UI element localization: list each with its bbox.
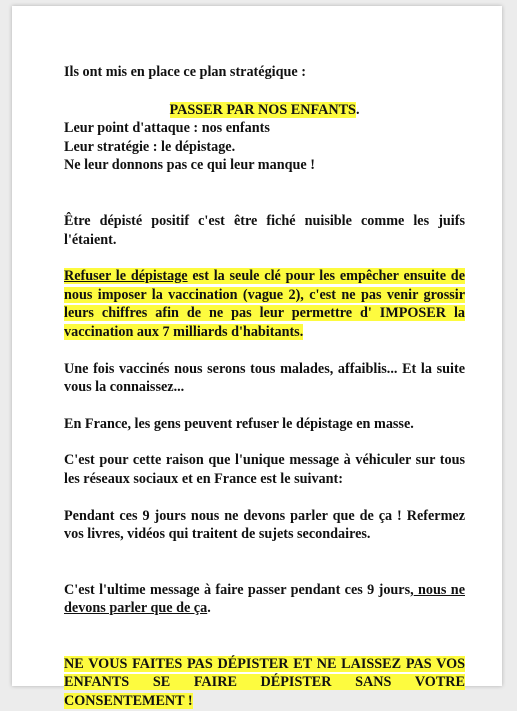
stigma-paragraph: Être dépisté positif c'est être fiché nuisible comme les juifs l'étaient. [64,212,465,248]
document-body [64,63,465,711]
nine-days-paragraph: Pendant ces 9 jours nous ne devons parler que de ça ! Refermez vos livres, vidéos qui traitent de sujets secondaires. [64,507,465,543]
strategy-line: Leur stratégie : le dépistage. [64,138,236,155]
ultimate-underlined: nous ne devons parler que de ça [64,581,465,617]
headline: PASSER PAR NOS ENFANTS. [169,101,360,118]
refuse-paragraph [64,267,465,341]
refuse-highlight: Refuser le dépistage est la seule clé pour les empêcher ensuite de nous imposer la vaccination (vague 2), c'est ne pas venir grossir leurs chiffres afin de ne pas leur permettre d' IMPOSER la vaccination aux 7 milliards d'habitants. [64,268,465,340]
dont-give-line: Ne leur donnons pas ce qui leur manque ! [64,157,315,174]
final-call-highlight: NE VOUS FAITES PAS DÉPISTER ET NE LAISSEZ PAS VOS ENFANTS SE FAIRE DÉPISTER SANS VOTRE CONSENTEMENT ! [64,655,465,710]
france-paragraph: En France, les gens peuvent refuser le dépistage en masse. [64,415,414,432]
refuse-underlined: Refuser le dépistage [64,268,188,285]
ultimate-paragraph: C'est l'ultime message à faire passer pendant ces 9 jours, nous ne devons parler que de ça. [64,581,465,617]
vaccinated-paragraph: Une fois vaccinés nous serons tous malades, affaiblis... Et la suite vous la connaissez... [64,360,465,396]
final-call-paragraph [64,655,465,711]
document-page [12,6,502,710]
reason-paragraph: C'est pour cette raison que l'unique message à véhiculer sur tous les réseaux sociaux et en France est le suivant: [64,452,465,487]
headline-highlight: PASSER PAR NOS ENFANTS [169,101,356,118]
intro-line: Ils ont mis en place ce plan stratégique : [64,64,306,80]
attack-point-line: Leur point d'attaque : nos enfants [64,120,270,137]
